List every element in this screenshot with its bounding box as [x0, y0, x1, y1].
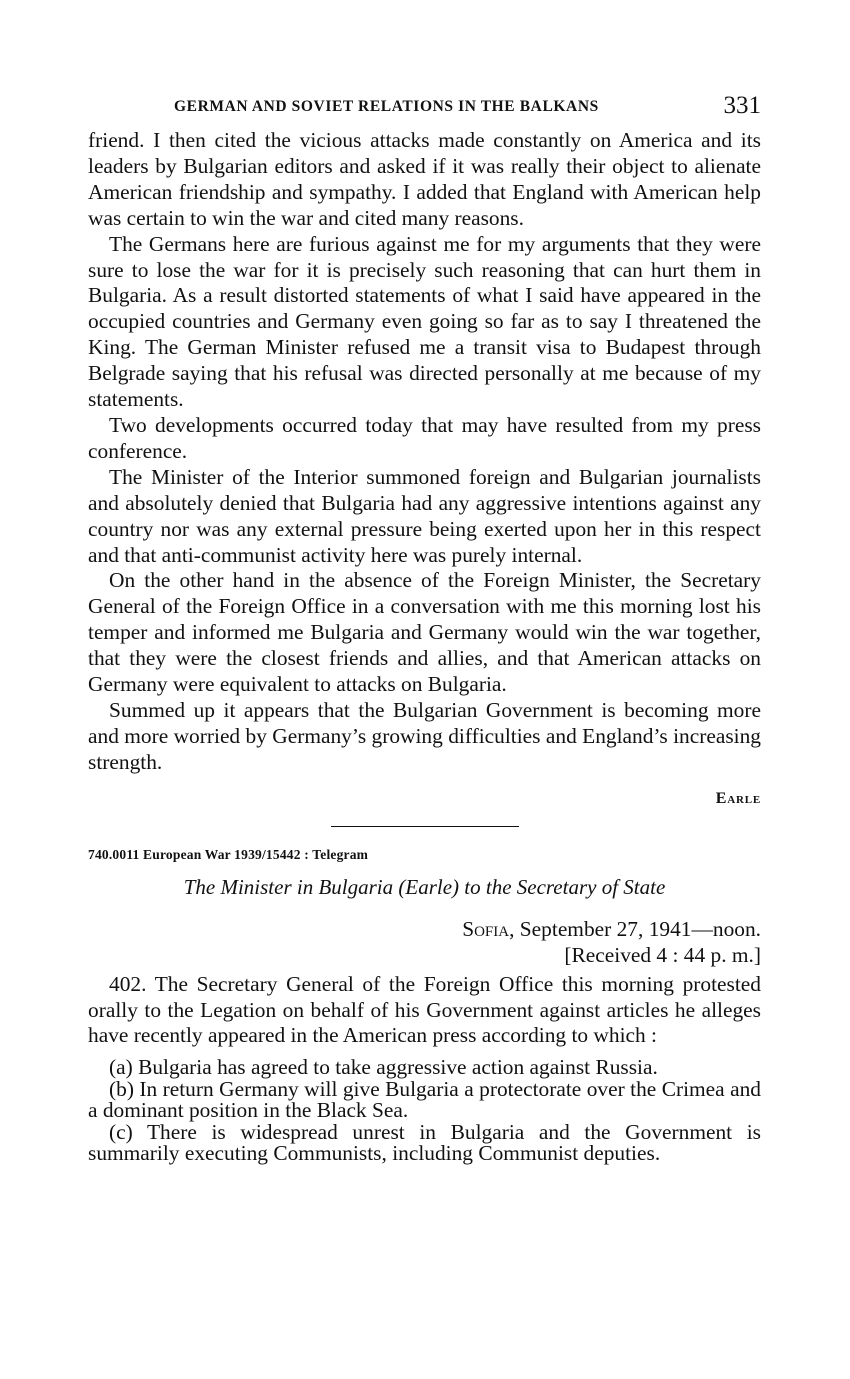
place-date [88, 916, 761, 942]
list-item: (a) Bulgaria has agreed to take aggressive action against Russia. [109, 1055, 658, 1080]
running-head [88, 92, 761, 128]
running-title: GERMAN AND SOVIET RELATIONS IN THE BALKANS [174, 98, 599, 115]
paragraph: Summed up it appears that the Bulgarian Government is becoming more and more worried by Germany’s growing difficulties and England’s increasing strength. [88, 697, 761, 774]
continued-telegram-text [88, 128, 761, 776]
document-title: The Minister in Bulgaria (Earle) to the Secretary of State [183, 874, 666, 899]
telegram-body [88, 972, 761, 1165]
paragraph: On the other hand in the absence of the Foreign Minister, the Secretary General of the Foreign Office in a conversation with me this morning lost his temper and informed me Bulgaria and Germany would win the war together, that they were the closest friends and allies, and that American attacks on Germany were equivalent to attacks on Bulgaria. [88, 568, 761, 697]
paragraph: Two developments occurred today that may have resulted from my press conference. [88, 412, 761, 463]
file-number: 740.0011 European War 1939/15442 : Telegram [88, 846, 369, 862]
signature: Earle [715, 789, 761, 807]
paragraph: The Minister of the Interior summoned foreign and Bulgarian journalists and absolutely denied that Bulgaria had any aggressive intentions against any country nor was any external pressure being exerted upon her in this respect and that anti-communist activity here was purely internal. [88, 464, 761, 567]
paragraph: The Germans here are furious against me for my arguments that they were sure to lose the war for it is precisely such reasoning that can hurt them in Bulgaria. As a result distorted statements of what I said have appeared in the occupied countries and Germany even going so far as to say I threatened the King. The German Minister refused me a transit visa to Budapest through Belgrade saying that his refusal was directed personally at me because of my statements. [88, 231, 761, 412]
document-page [88, 92, 761, 1165]
received-time: [Received 4 : 44 p. m.] [564, 942, 761, 967]
paragraph: friend. I then cited the vicious attacks made constantly on America and its leaders by Bulgarian editors and asked if it was really their object to alienate American friendship and sympathy. I added that England with American help was certain to win the war and cited many reasons. [88, 128, 761, 230]
page-number: 331 [723, 92, 761, 119]
list-item: (b) In return Germany will give Bulgaria a protectorate over the Crimea and a dominant position in the Black Sea. [88, 1076, 761, 1123]
list-item: (c) There is widespread unrest in Bulgaria and the Government is summarily executing Communists, including Communist deputies. [88, 1119, 761, 1166]
dateline [88, 916, 761, 968]
section-divider [331, 826, 519, 827]
opening-paragraph: 402. The Secretary General of the Foreign Office this morning protested orally to the Legation on behalf of his Government against articles he alleges have recently appeared in the American press according to which : [88, 971, 761, 1048]
date: , September 27, 1941—noon. [509, 916, 761, 941]
place: Sofia [462, 916, 510, 941]
